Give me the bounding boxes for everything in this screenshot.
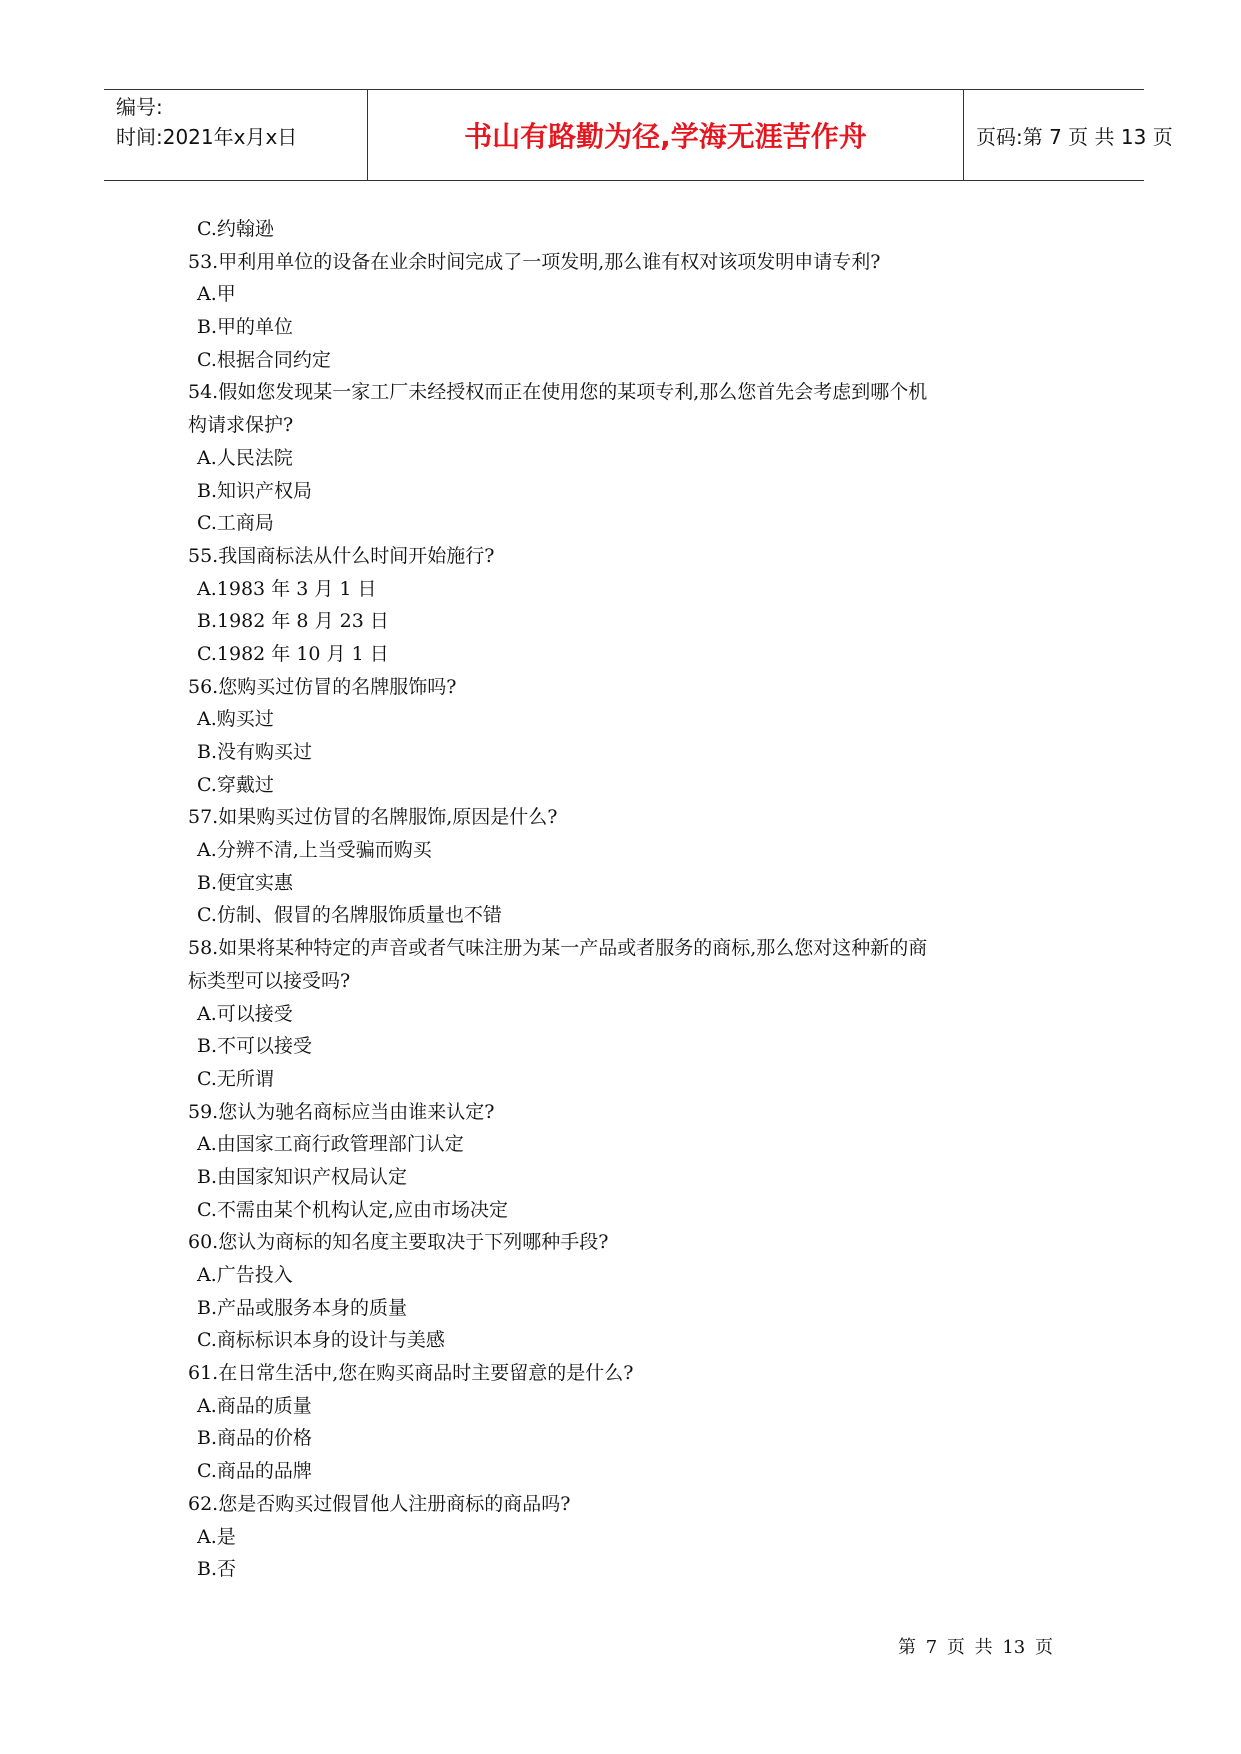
answer-option: C.商品的品牌 — [197, 1460, 312, 1483]
question-text: 53.甲利用单位的设备在业余时间完成了一项发明,那么谁有权对该项发明申请专利? — [188, 250, 881, 273]
answer-option: A.甲 — [197, 283, 236, 306]
page-header — [104, 89, 1173, 181]
answer-option: A.人民法院 — [197, 446, 293, 469]
answer-option: A.是 — [197, 1525, 236, 1548]
document-time-label: 时间:2021年x月x日 — [116, 125, 298, 149]
question-text: 59.您认为驰名商标应当由谁来认定? — [188, 1100, 495, 1123]
header-info-cell — [104, 90, 368, 180]
answer-option: A.可以接受 — [197, 1002, 293, 1025]
header-motto: 书山有路勤为径,学海无涯苦作舟 — [368, 90, 964, 180]
answer-option: B.产品或服务本身的质量 — [197, 1296, 408, 1319]
answer-option: B.甲的单位 — [197, 316, 294, 339]
answer-option: C.工商局 — [197, 512, 274, 535]
question-text: 标类型可以接受吗? — [188, 969, 351, 992]
question-text: 57.如果购买过仿冒的名牌服饰,原因是什么? — [188, 806, 558, 829]
answer-option: B.商品的价格 — [197, 1427, 313, 1450]
question-text: 60.您认为商标的知名度主要取决于下列哪种手段? — [188, 1231, 609, 1254]
question-text: 62.您是否购买过假冒他人注册商标的商品吗? — [188, 1492, 571, 1515]
answer-option: A.购买过 — [197, 708, 274, 731]
answer-option: B.否 — [197, 1558, 237, 1581]
question-text: 56.您购买过仿冒的名牌服饰吗? — [188, 675, 457, 698]
question-text: 61.在日常生活中,您在购买商品时主要留意的是什么? — [188, 1362, 634, 1385]
question-text: 构请求保护? — [188, 414, 294, 437]
answer-option: C.无所谓 — [197, 1067, 274, 1090]
answer-option: A.由国家工商行政管理部门认定 — [197, 1133, 464, 1156]
answer-option: A.商品的质量 — [197, 1394, 312, 1417]
header-page-code: 页码:第 7 页 共 13 页 — [976, 124, 1173, 149]
answer-option: A.1983 年 3 月 1 日 — [197, 577, 377, 600]
answer-option: B.不可以接受 — [197, 1035, 313, 1058]
page-footer: 第 7 页 共 13 页 — [898, 1637, 1053, 1658]
answer-option: C.根据合同约定 — [197, 348, 331, 371]
answer-option: C.1982 年 10 月 1 日 — [197, 642, 389, 665]
answer-option: C.穿戴过 — [197, 773, 274, 796]
answer-option: B.由国家知识产权局认定 — [197, 1165, 408, 1188]
question-text: 54.假如您发现某一家工厂未经授权而正在使用您的某项专利,那么您首先会考虑到哪个机 — [188, 381, 928, 404]
answer-option: A.分辨不清,上当受骗而购买 — [197, 839, 432, 862]
answer-option: C.不需由某个机构认定,应由市场决定 — [197, 1198, 508, 1221]
answer-option: B.1982 年 8 月 23 日 — [197, 610, 389, 633]
answer-option: B.便宜实惠 — [197, 871, 294, 894]
answer-option: A.广告投入 — [197, 1264, 293, 1286]
document-number-label: 编号: — [116, 95, 163, 119]
answer-option: B.没有购买过 — [197, 741, 313, 763]
question-text: 55.我国商标法从什么时间开始施行? — [188, 544, 495, 567]
answer-option: C.约翰逊 — [197, 218, 274, 240]
answer-option: B.知识产权局 — [197, 479, 313, 502]
answer-option: C.仿制、假冒的名牌服饰质量也不错 — [197, 904, 502, 927]
answer-option: C.商标标识本身的设计与美感 — [197, 1329, 445, 1352]
question-text: 58.如果将某种特定的声音或者气味注册为某一产品或者服务的商标,那么您对这种新的商 — [188, 937, 928, 960]
question-list — [188, 213, 1068, 1586]
